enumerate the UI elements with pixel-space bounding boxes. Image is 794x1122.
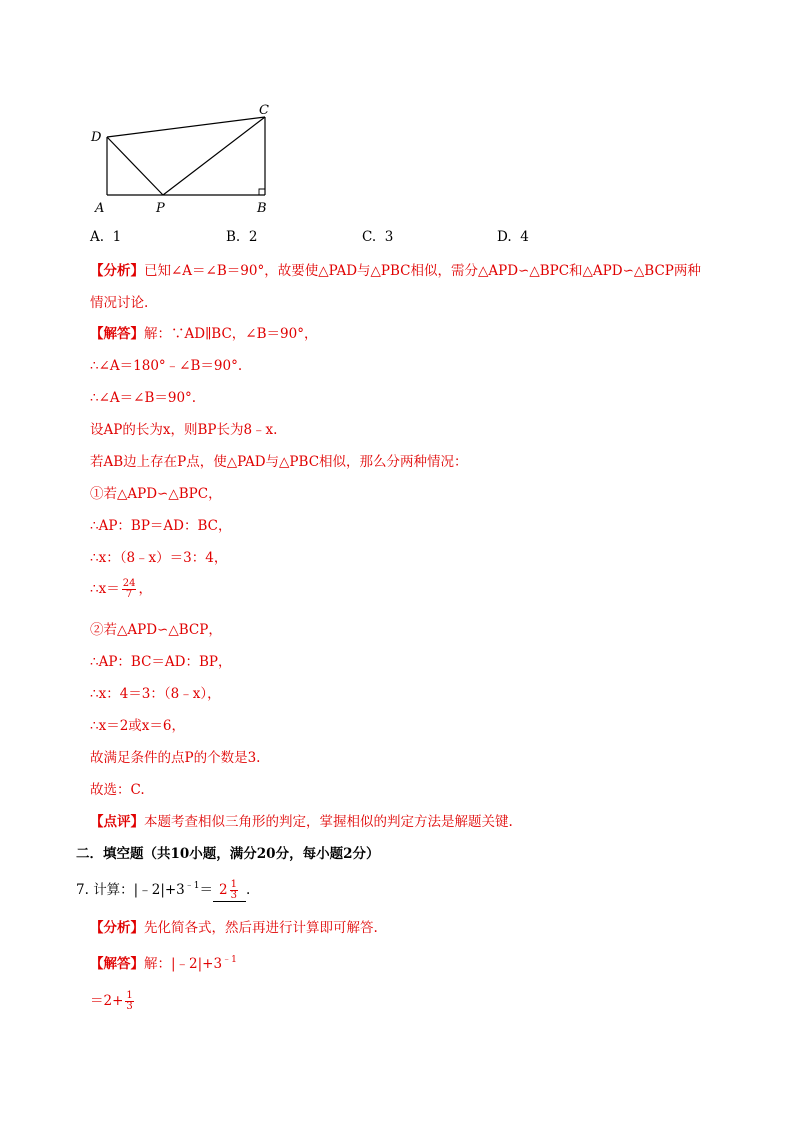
solution-tag: 【解答】 [90,956,144,972]
q6-solution-line-3: ∴∠A＝∠B＝90°. [90,390,197,406]
right-angle-mark [259,189,265,195]
q7-solution [90,951,237,973]
q6-analysis [90,262,701,280]
fraction-denominator: 7 [125,589,133,600]
fraction-denominator: 3 [230,890,237,901]
option-b [226,229,257,245]
step-fraction [125,991,133,1012]
q7-question [76,877,250,902]
segment-dp [107,137,163,195]
q7-step-1 [90,991,136,1012]
segment-dc [107,117,265,137]
q7-analysis [90,919,378,937]
solution-text: 解：∵AD∥BC，∠B＝90°， [144,326,318,342]
fraction-suffix: ， [138,581,152,597]
section-heading: 二．填空题（共10小题，满分20分，每小题2分） [76,846,380,862]
q6-solution-line-14: 故满足条件的点P的个数是3. [90,750,261,766]
q6-solution-line-13: ∴x＝2或x＝6， [90,718,185,734]
analysis-text-cont: 情况讨论. [90,295,149,311]
q6-solution-line-6: ①若△APD∽△BPC， [90,486,222,502]
label-c: C [259,103,269,118]
option-letter: C. [362,229,377,245]
exponent: ﹣1 [222,955,237,965]
segment-pc [163,117,265,195]
option-letter: D. [497,229,512,245]
q6-solution-line-15: 故选：C. [90,782,145,798]
option-letter: A. [90,229,105,245]
exponent: ﹣1 [184,881,200,891]
solution-tag: 【解答】 [90,326,144,342]
question-end: . [245,882,251,898]
answer-fraction [230,880,238,901]
option-value: 1 [112,229,122,245]
fraction-numerator: 24 [122,578,136,589]
label-d: D [91,130,102,145]
question-prompt: 计算：|﹣2|+3 [93,882,185,898]
q6-solution-line-10: ②若△APD∽△BCP， [90,622,222,638]
option-value: 3 [384,229,394,245]
analysis-tag: 【分析】 [90,263,144,279]
equals: ＝ [199,882,214,898]
q6-comment [90,813,513,831]
label-a: A [95,201,105,216]
fraction-24-7 [122,579,137,600]
geometry-figure [85,100,285,220]
analysis-text: 已知∠A＝∠B＝90°，故要使△PAD与△PBC相似，需分△APD∽△BPC和△APD∽△BCP两种 [144,263,701,279]
q6-solution-line-4: 设AP的长为x，则BP长为8﹣x. [90,422,278,438]
label-b: B [257,201,267,216]
option-letter: B. [226,229,241,245]
q6-solution-line-2: ∴∠A＝180°﹣∠B＝90°. [90,358,243,374]
comment-text: 本题考查相似三角形的判定，掌握相似的判定方法是解题关键. [144,814,513,830]
analysis-tag: 【分析】 [90,920,144,936]
comment-tag: 【点评】 [90,814,144,830]
q6-solution-line-11: ∴AP：BC＝AD：BP， [90,654,232,670]
q6-solution-line-7: ∴AP：BP＝AD：BC， [90,518,232,534]
question-number: 7. [76,882,89,898]
option-d [497,229,529,245]
fraction-numerator: 1 [230,879,237,890]
answer-whole: 2 [219,882,228,898]
option-value: 2 [248,229,258,245]
q6-solution-line-9 [90,579,152,600]
q6-solution-line-12: ∴x：4＝3：（8﹣x）， [90,686,221,702]
q6-solution-line-1 [90,325,317,343]
step-prefix: ＝2+ [90,993,124,1009]
option-c [362,229,393,245]
option-value: 4 [520,229,529,245]
x-equals: ∴x＝ [90,581,120,597]
q6-analysis-cont [90,294,148,312]
analysis-text: 先化简各式，然后再进行计算即可解答. [144,920,378,936]
solution-text: 解：|﹣2|+3 [144,956,223,972]
label-p: P [156,201,165,216]
option-a [90,229,121,245]
q6-solution-line-5: 若AB边上存在P点，使△PAD与△PBC相似，那么分两种情况： [90,454,468,470]
fraction-numerator: 1 [126,990,133,1001]
fraction-denominator: 3 [126,1001,133,1012]
answer-blank [213,880,246,902]
q6-solution-line-8: ∴x：（8﹣x）＝3：4， [90,550,228,566]
